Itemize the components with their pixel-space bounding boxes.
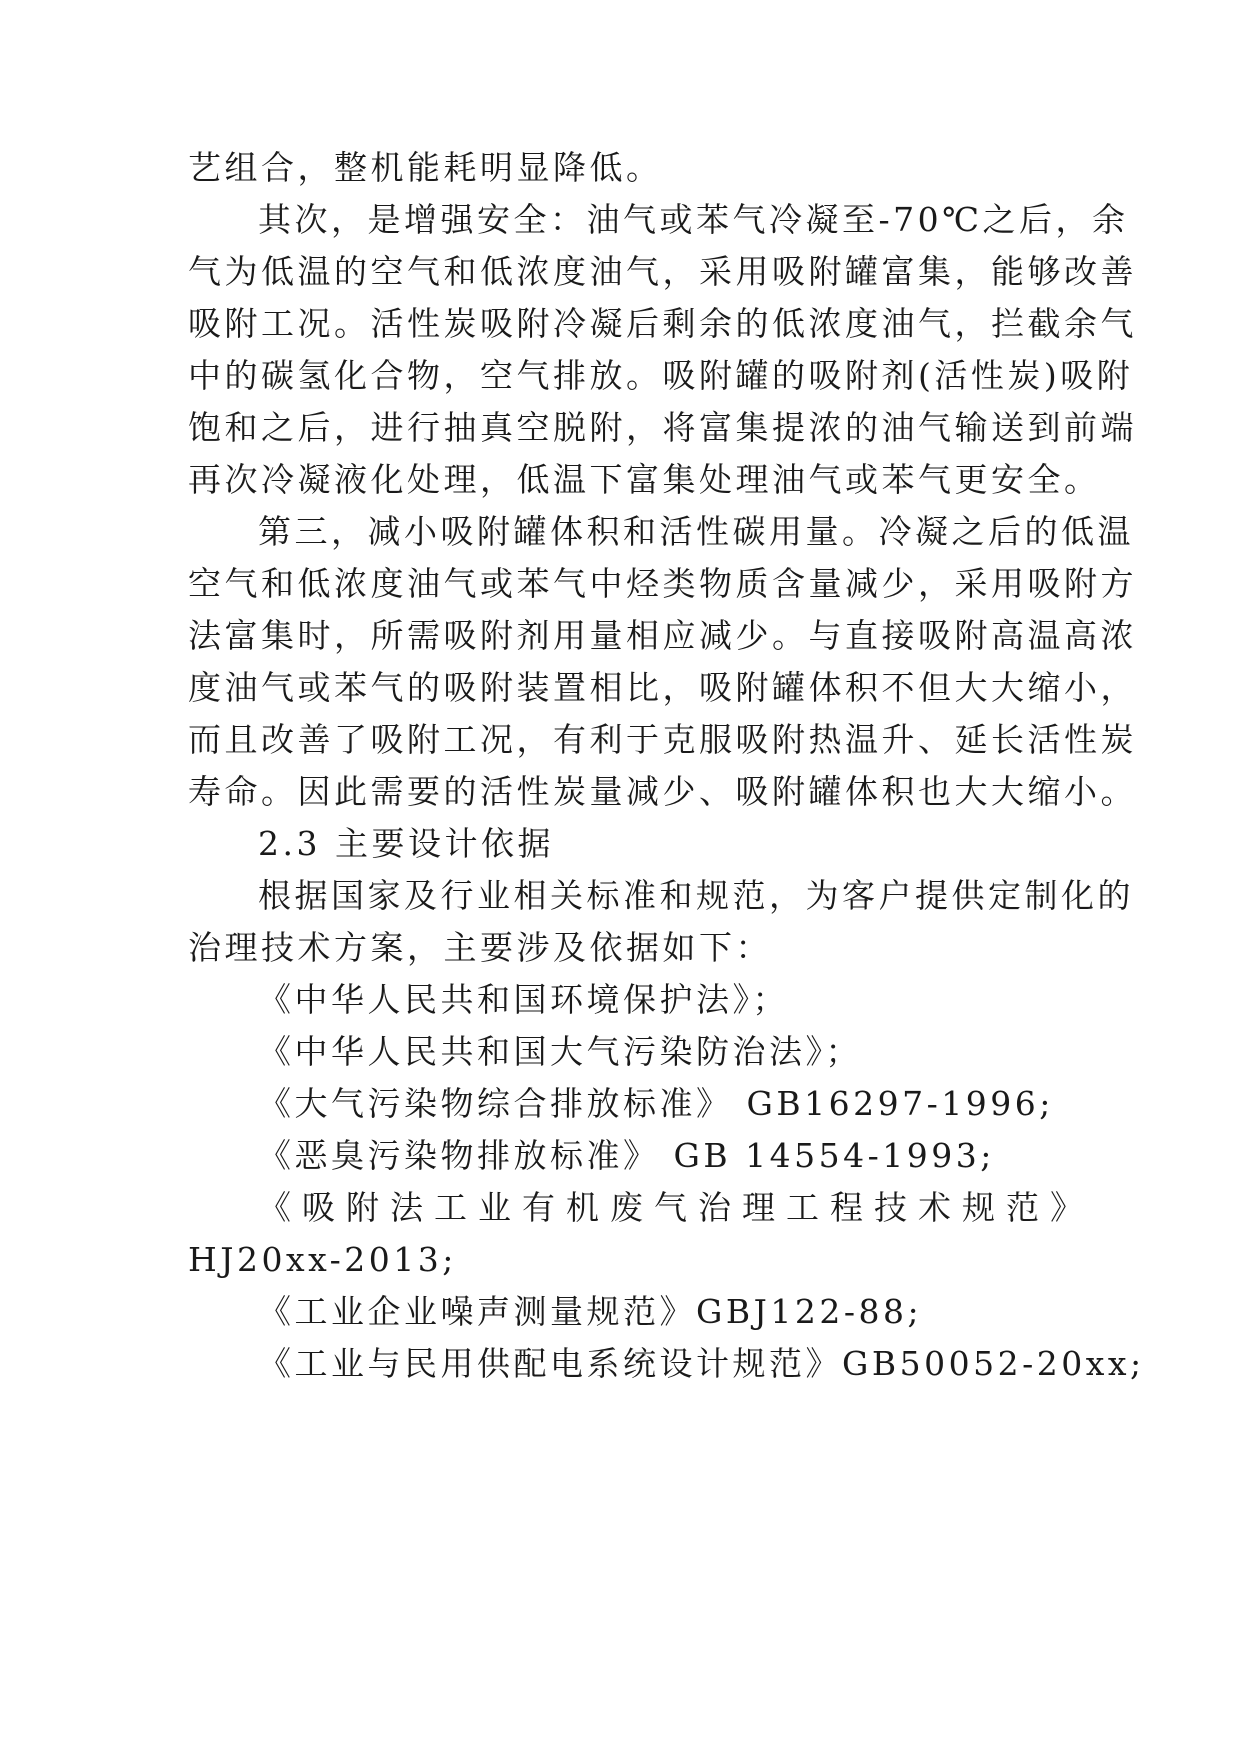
paragraph-line: 艺组合，整机能耗明显降低。: [188, 148, 663, 187]
paragraph-line: 度油气或苯气的吸附装置相比，吸附罐体积不但大大缩小，: [188, 668, 1137, 707]
paragraph-line: 法富集时，所需吸附剂用量相应减少。与直接吸附高温高浓: [188, 616, 1137, 655]
paragraph-line: 根据国家及行业相关标准和规范，为客户提供定制化的: [258, 876, 1134, 915]
reference-item: 《恶臭污染物排放标准》 GB 14554-1993;: [258, 1136, 995, 1175]
paragraph-line: 吸附工况。活性炭吸附冷凝后剩余的低浓度油气，拦截余气: [188, 304, 1137, 343]
paragraph-line: 再次冷凝液化处理，低温下富集处理油气或苯气更安全。: [188, 460, 1101, 499]
reference-item: 《吸附法工业有机废气治理工程技术规范》: [258, 1188, 1094, 1227]
paragraph-line: 第三，减小吸附罐体积和活性碳用量。冷凝之后的低温: [258, 512, 1134, 551]
reference-item: 《工业企业噪声测量规范》GBJ122-88;: [258, 1292, 923, 1331]
section-heading: 2.3 主要设计依据: [258, 824, 554, 863]
paragraph-line: 治理技术方案，主要涉及依据如下：: [188, 928, 772, 967]
paragraph-line: 空气和低浓度油气或苯气中烃类物质含量减少，采用吸附方: [188, 564, 1137, 603]
reference-item: 《工业与民用供配电系统设计规范》GB50052-20xx;: [258, 1344, 1145, 1383]
paragraph-line: 其次，是增强安全：油气或苯气冷凝至-70℃之后，余: [258, 200, 1129, 239]
paragraph-line: 饱和之后，进行抽真空脱附，将富集提浓的油气输送到前端: [188, 408, 1137, 447]
paragraph-line: 中的碳氢化合物，空气排放。吸附罐的吸附剂(活性炭)吸附: [188, 356, 1134, 395]
paragraph-line: 寿命。因此需要的活性炭量减少、吸附罐体积也大大缩小。: [188, 772, 1137, 811]
reference-item-continuation: HJ20xx-2013;: [188, 1240, 457, 1279]
reference-item: 《大气污染物综合排放标准》 GB16297-1996;: [258, 1084, 1054, 1123]
paragraph-line: 气为低温的空气和低浓度油气，采用吸附罐富集，能够改善: [188, 252, 1137, 291]
reference-item: 《中华人民共和国环境保护法》；: [258, 980, 789, 1019]
paragraph-line: 而且改善了吸附工况，有利于克服吸附热温升、延长活性炭: [188, 720, 1137, 759]
reference-item: 《中华人民共和国大气污染防治法》；: [258, 1032, 862, 1071]
